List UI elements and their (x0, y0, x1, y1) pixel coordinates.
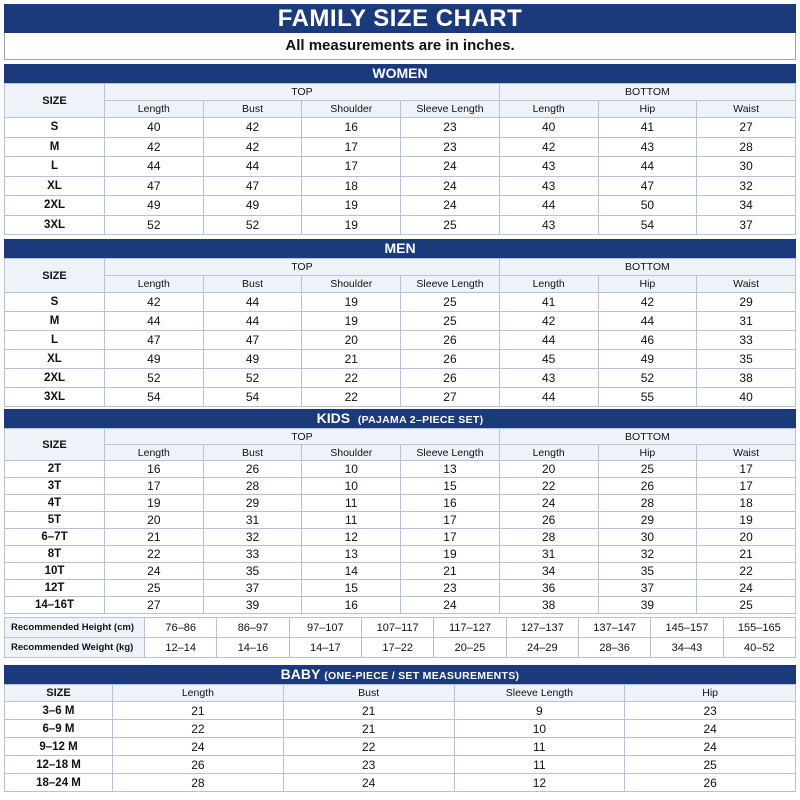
value-cell: 25 (625, 756, 796, 774)
value-cell: 137–147 (578, 618, 650, 638)
size-header: SIZE (5, 429, 105, 461)
value-cell: 22 (302, 388, 401, 407)
value-cell: 22 (697, 563, 796, 580)
value-cell: 117–127 (434, 618, 506, 638)
table-row (5, 215, 796, 235)
top-group-header: TOP (105, 259, 500, 276)
size-header: SIZE (5, 685, 113, 702)
value-cell: 22 (302, 369, 401, 388)
size-cell: 2XL (5, 196, 105, 216)
value-cell: 29 (203, 495, 302, 512)
size-cell: 3–6 M (5, 702, 113, 720)
value-cell: 21 (105, 529, 204, 546)
value-cell: 25 (697, 597, 796, 614)
value-cell: 50 (598, 196, 697, 216)
col-header: Hip (598, 101, 697, 118)
value-cell: 26 (401, 331, 500, 350)
value-cell: 43 (499, 369, 598, 388)
recommended-weight-row-label: Recommended Weight (kg) (5, 638, 145, 658)
value-cell: 13 (401, 461, 500, 478)
col-header: Bust (203, 276, 302, 293)
value-cell: 145–157 (651, 618, 723, 638)
value-cell: 17 (401, 529, 500, 546)
value-cell: 23 (283, 756, 454, 774)
value-cell: 40 (499, 118, 598, 138)
value-cell: 49 (203, 350, 302, 369)
baby-heading (4, 665, 796, 684)
table-row (5, 461, 796, 478)
value-cell: 44 (499, 331, 598, 350)
value-cell: 20 (105, 512, 204, 529)
col-header: Length (499, 276, 598, 293)
value-cell: 97–107 (289, 618, 361, 638)
size-cell: L (5, 331, 105, 350)
value-cell: 38 (499, 597, 598, 614)
size-cell: 5T (5, 512, 105, 529)
value-cell: 14–16 (217, 638, 289, 658)
value-cell: 22 (499, 478, 598, 495)
col-header: Length (499, 101, 598, 118)
table-row (5, 350, 796, 369)
table-row (5, 293, 796, 312)
value-cell: 21 (283, 720, 454, 738)
value-cell: 31 (499, 546, 598, 563)
value-cell: 20 (302, 331, 401, 350)
col-header: Length (499, 445, 598, 461)
kids-heading-text: KIDS (316, 410, 351, 426)
value-cell: 52 (203, 369, 302, 388)
size-cell: 3T (5, 478, 105, 495)
value-cell: 44 (105, 312, 204, 331)
value-cell: 15 (302, 580, 401, 597)
table-row (5, 563, 796, 580)
table-row (5, 388, 796, 407)
size-cell: 12–18 M (5, 756, 113, 774)
col-header: Hip (625, 685, 796, 702)
value-cell: 45 (499, 350, 598, 369)
value-cell: 25 (401, 215, 500, 235)
value-cell: 24 (401, 176, 500, 196)
size-cell: 6–9 M (5, 720, 113, 738)
value-cell: 155–165 (723, 618, 795, 638)
col-header: Sleeve Length (401, 445, 500, 461)
value-cell: 17 (302, 137, 401, 157)
value-cell: 37 (697, 215, 796, 235)
value-cell: 39 (598, 597, 697, 614)
value-cell: 37 (203, 580, 302, 597)
col-header: Hip (598, 276, 697, 293)
value-cell: 23 (401, 580, 500, 597)
table-row (5, 478, 796, 495)
kids-recommendation-table (4, 617, 796, 658)
value-cell: 38 (697, 369, 796, 388)
value-cell: 21 (302, 350, 401, 369)
col-header: Length (105, 445, 204, 461)
value-cell: 25 (105, 580, 204, 597)
value-cell: 14–17 (289, 638, 361, 658)
col-header: Shoulder (302, 445, 401, 461)
value-cell: 19 (302, 215, 401, 235)
size-cell: M (5, 137, 105, 157)
value-cell: 42 (499, 137, 598, 157)
value-cell: 22 (283, 738, 454, 756)
value-cell: 24 (401, 157, 500, 177)
size-cell: 3XL (5, 215, 105, 235)
table-row (5, 720, 796, 738)
value-cell: 47 (105, 331, 204, 350)
chart-title: FAMILY SIZE CHART (4, 4, 796, 33)
value-cell: 86–97 (217, 618, 289, 638)
value-cell: 30 (598, 529, 697, 546)
value-cell: 16 (302, 597, 401, 614)
size-cell: 2XL (5, 369, 105, 388)
value-cell: 11 (454, 738, 625, 756)
col-header: Waist (697, 445, 796, 461)
col-header: Bust (203, 101, 302, 118)
value-cell: 76–86 (145, 618, 217, 638)
value-cell: 28 (697, 137, 796, 157)
value-cell: 52 (105, 369, 204, 388)
value-cell: 19 (302, 293, 401, 312)
value-cell: 28 (499, 529, 598, 546)
size-cell: 2T (5, 461, 105, 478)
value-cell: 19 (105, 495, 204, 512)
baby-table (4, 684, 796, 792)
col-header: Hip (598, 445, 697, 461)
value-cell: 18 (302, 176, 401, 196)
value-cell: 107–117 (361, 618, 433, 638)
value-cell: 47 (203, 331, 302, 350)
col-header: Shoulder (302, 101, 401, 118)
value-cell: 42 (105, 293, 204, 312)
recommended-weight-row (5, 638, 796, 658)
value-cell: 32 (697, 176, 796, 196)
col-header: Bust (283, 685, 454, 702)
value-cell: 18 (697, 495, 796, 512)
value-cell: 23 (401, 137, 500, 157)
value-cell: 31 (203, 512, 302, 529)
baby-rows (5, 702, 796, 792)
value-cell: 54 (105, 388, 204, 407)
value-cell: 44 (105, 157, 204, 177)
value-cell: 30 (697, 157, 796, 177)
value-cell: 43 (499, 157, 598, 177)
kids-recommendation-rows (5, 618, 796, 658)
value-cell: 24 (105, 563, 204, 580)
value-cell: 44 (203, 293, 302, 312)
recommended-height-row (5, 618, 796, 638)
value-cell: 47 (598, 176, 697, 196)
table-row (5, 529, 796, 546)
table-row (5, 702, 796, 720)
table-row (5, 738, 796, 756)
recommended-height-row-label: Recommended Height (cm) (5, 618, 145, 638)
value-cell: 24 (625, 720, 796, 738)
value-cell: 42 (598, 293, 697, 312)
value-cell: 21 (697, 546, 796, 563)
value-cell: 52 (105, 215, 204, 235)
value-cell: 44 (203, 157, 302, 177)
size-cell: 14–16T (5, 597, 105, 614)
value-cell: 13 (302, 546, 401, 563)
men-heading (4, 239, 796, 258)
table-row (5, 597, 796, 614)
value-cell: 40–52 (723, 638, 795, 658)
value-cell: 49 (105, 196, 204, 216)
value-cell: 28 (113, 774, 284, 792)
value-cell: 24 (697, 580, 796, 597)
value-cell: 19 (697, 512, 796, 529)
value-cell: 43 (499, 176, 598, 196)
value-cell: 22 (113, 720, 284, 738)
table-row (5, 546, 796, 563)
men-rows (5, 293, 796, 407)
value-cell: 28 (598, 495, 697, 512)
size-cell: M (5, 312, 105, 331)
value-cell: 19 (302, 196, 401, 216)
value-cell: 17 (105, 478, 204, 495)
men-table (4, 258, 796, 407)
size-cell: S (5, 293, 105, 312)
size-cell: 10T (5, 563, 105, 580)
col-header: Length (105, 276, 204, 293)
col-header: Length (113, 685, 284, 702)
value-cell: 47 (105, 176, 204, 196)
value-cell: 29 (697, 293, 796, 312)
value-cell: 34 (499, 563, 598, 580)
value-cell: 17 (302, 157, 401, 177)
women-heading (4, 64, 796, 83)
value-cell: 44 (203, 312, 302, 331)
value-cell: 24 (283, 774, 454, 792)
value-cell: 33 (203, 546, 302, 563)
table-row (5, 176, 796, 196)
value-cell: 20 (697, 529, 796, 546)
women-rows (5, 118, 796, 235)
value-cell: 25 (401, 312, 500, 331)
value-cell: 27 (697, 118, 796, 138)
size-cell: 12T (5, 580, 105, 597)
table-row (5, 157, 796, 177)
value-cell: 24 (401, 597, 500, 614)
value-cell: 41 (598, 118, 697, 138)
women-table (4, 83, 796, 235)
value-cell: 52 (203, 215, 302, 235)
bottom-group-header: BOTTOM (499, 84, 795, 101)
value-cell: 28–36 (578, 638, 650, 658)
value-cell: 9 (454, 702, 625, 720)
kids-heading-sub: (PAJAMA 2–PIECE SET) (357, 414, 484, 426)
value-cell: 36 (499, 580, 598, 597)
value-cell: 21 (113, 702, 284, 720)
table-row (5, 580, 796, 597)
value-cell: 25 (598, 461, 697, 478)
value-cell: 10 (454, 720, 625, 738)
women-heading-text: WOMEN (372, 65, 428, 81)
size-cell: 6–7T (5, 529, 105, 546)
value-cell: 44 (499, 388, 598, 407)
value-cell: 24 (401, 196, 500, 216)
value-cell: 11 (302, 495, 401, 512)
value-cell: 17 (697, 461, 796, 478)
size-chart-page (4, 4, 796, 792)
size-cell: 4T (5, 495, 105, 512)
size-cell: XL (5, 350, 105, 369)
value-cell: 39 (203, 597, 302, 614)
value-cell: 24 (499, 495, 598, 512)
table-row (5, 312, 796, 331)
size-cell: XL (5, 176, 105, 196)
value-cell: 12 (454, 774, 625, 792)
value-cell: 34 (697, 196, 796, 216)
value-cell: 40 (105, 118, 204, 138)
size-cell: S (5, 118, 105, 138)
value-cell: 11 (302, 512, 401, 529)
value-cell: 31 (697, 312, 796, 331)
value-cell: 34–43 (651, 638, 723, 658)
baby-heading-sub: (ONE-PIECE / SET MEASUREMENTS) (324, 670, 520, 682)
table-row (5, 118, 796, 138)
value-cell: 32 (598, 546, 697, 563)
value-cell: 49 (105, 350, 204, 369)
col-header: Waist (697, 276, 796, 293)
value-cell: 14 (302, 563, 401, 580)
value-cell: 17 (401, 512, 500, 529)
table-row (5, 512, 796, 529)
table-row (5, 196, 796, 216)
value-cell: 16 (401, 495, 500, 512)
kids-table (4, 428, 796, 614)
value-cell: 19 (401, 546, 500, 563)
value-cell: 15 (401, 478, 500, 495)
value-cell: 42 (203, 137, 302, 157)
table-row (5, 331, 796, 350)
value-cell: 33 (697, 331, 796, 350)
value-cell: 32 (203, 529, 302, 546)
value-cell: 21 (283, 702, 454, 720)
value-cell: 54 (203, 388, 302, 407)
value-cell: 20–25 (434, 638, 506, 658)
value-cell: 47 (203, 176, 302, 196)
col-header: Waist (697, 101, 796, 118)
kids-rows (5, 461, 796, 614)
value-cell: 27 (401, 388, 500, 407)
value-cell: 44 (598, 312, 697, 331)
value-cell: 42 (499, 312, 598, 331)
size-cell: 9–12 M (5, 738, 113, 756)
col-header: Length (105, 101, 204, 118)
value-cell: 35 (697, 350, 796, 369)
value-cell: 17–22 (361, 638, 433, 658)
value-cell: 42 (105, 137, 204, 157)
value-cell: 26 (625, 774, 796, 792)
value-cell: 21 (401, 563, 500, 580)
value-cell: 24 (625, 738, 796, 756)
value-cell: 28 (203, 478, 302, 495)
table-row (5, 495, 796, 512)
size-header: SIZE (5, 84, 105, 118)
value-cell: 17 (697, 478, 796, 495)
table-row (5, 369, 796, 388)
value-cell: 55 (598, 388, 697, 407)
value-cell: 24–29 (506, 638, 578, 658)
value-cell: 26 (401, 350, 500, 369)
value-cell: 35 (203, 563, 302, 580)
value-cell: 49 (598, 350, 697, 369)
bottom-group-header: BOTTOM (499, 429, 795, 445)
value-cell: 19 (302, 312, 401, 331)
value-cell: 52 (598, 369, 697, 388)
value-cell: 24 (113, 738, 284, 756)
value-cell: 44 (598, 157, 697, 177)
col-header: Sleeve Length (401, 276, 500, 293)
value-cell: 42 (203, 118, 302, 138)
value-cell: 46 (598, 331, 697, 350)
size-header: SIZE (5, 259, 105, 293)
table-row (5, 774, 796, 792)
col-header: Shoulder (302, 276, 401, 293)
value-cell: 43 (499, 215, 598, 235)
size-cell: 3XL (5, 388, 105, 407)
value-cell: 26 (113, 756, 284, 774)
size-cell: 8T (5, 546, 105, 563)
top-group-header: TOP (105, 429, 500, 445)
col-header: Bust (203, 445, 302, 461)
value-cell: 40 (697, 388, 796, 407)
top-group-header: TOP (105, 84, 500, 101)
value-cell: 127–137 (506, 618, 578, 638)
value-cell: 16 (105, 461, 204, 478)
value-cell: 12 (302, 529, 401, 546)
value-cell: 10 (302, 461, 401, 478)
value-cell: 23 (625, 702, 796, 720)
kids-heading (4, 409, 796, 428)
value-cell: 29 (598, 512, 697, 529)
value-cell: 26 (499, 512, 598, 529)
baby-heading-text: BABY (280, 666, 321, 682)
value-cell: 22 (105, 546, 204, 563)
value-cell: 41 (499, 293, 598, 312)
value-cell: 16 (302, 118, 401, 138)
size-cell: L (5, 157, 105, 177)
chart-subtitle: All measurements are in inches. (4, 33, 796, 60)
bottom-group-header: BOTTOM (499, 259, 795, 276)
value-cell: 12–14 (145, 638, 217, 658)
value-cell: 20 (499, 461, 598, 478)
value-cell: 27 (105, 597, 204, 614)
value-cell: 37 (598, 580, 697, 597)
value-cell: 26 (203, 461, 302, 478)
table-row (5, 137, 796, 157)
value-cell: 44 (499, 196, 598, 216)
value-cell: 35 (598, 563, 697, 580)
value-cell: 23 (401, 118, 500, 138)
table-row (5, 756, 796, 774)
col-header: Sleeve Length (401, 101, 500, 118)
value-cell: 26 (598, 478, 697, 495)
value-cell: 11 (454, 756, 625, 774)
value-cell: 49 (203, 196, 302, 216)
men-heading-text: MEN (384, 240, 416, 256)
value-cell: 54 (598, 215, 697, 235)
value-cell: 10 (302, 478, 401, 495)
value-cell: 25 (401, 293, 500, 312)
value-cell: 43 (598, 137, 697, 157)
size-cell: 18–24 M (5, 774, 113, 792)
value-cell: 26 (401, 369, 500, 388)
col-header: Sleeve Length (454, 685, 625, 702)
